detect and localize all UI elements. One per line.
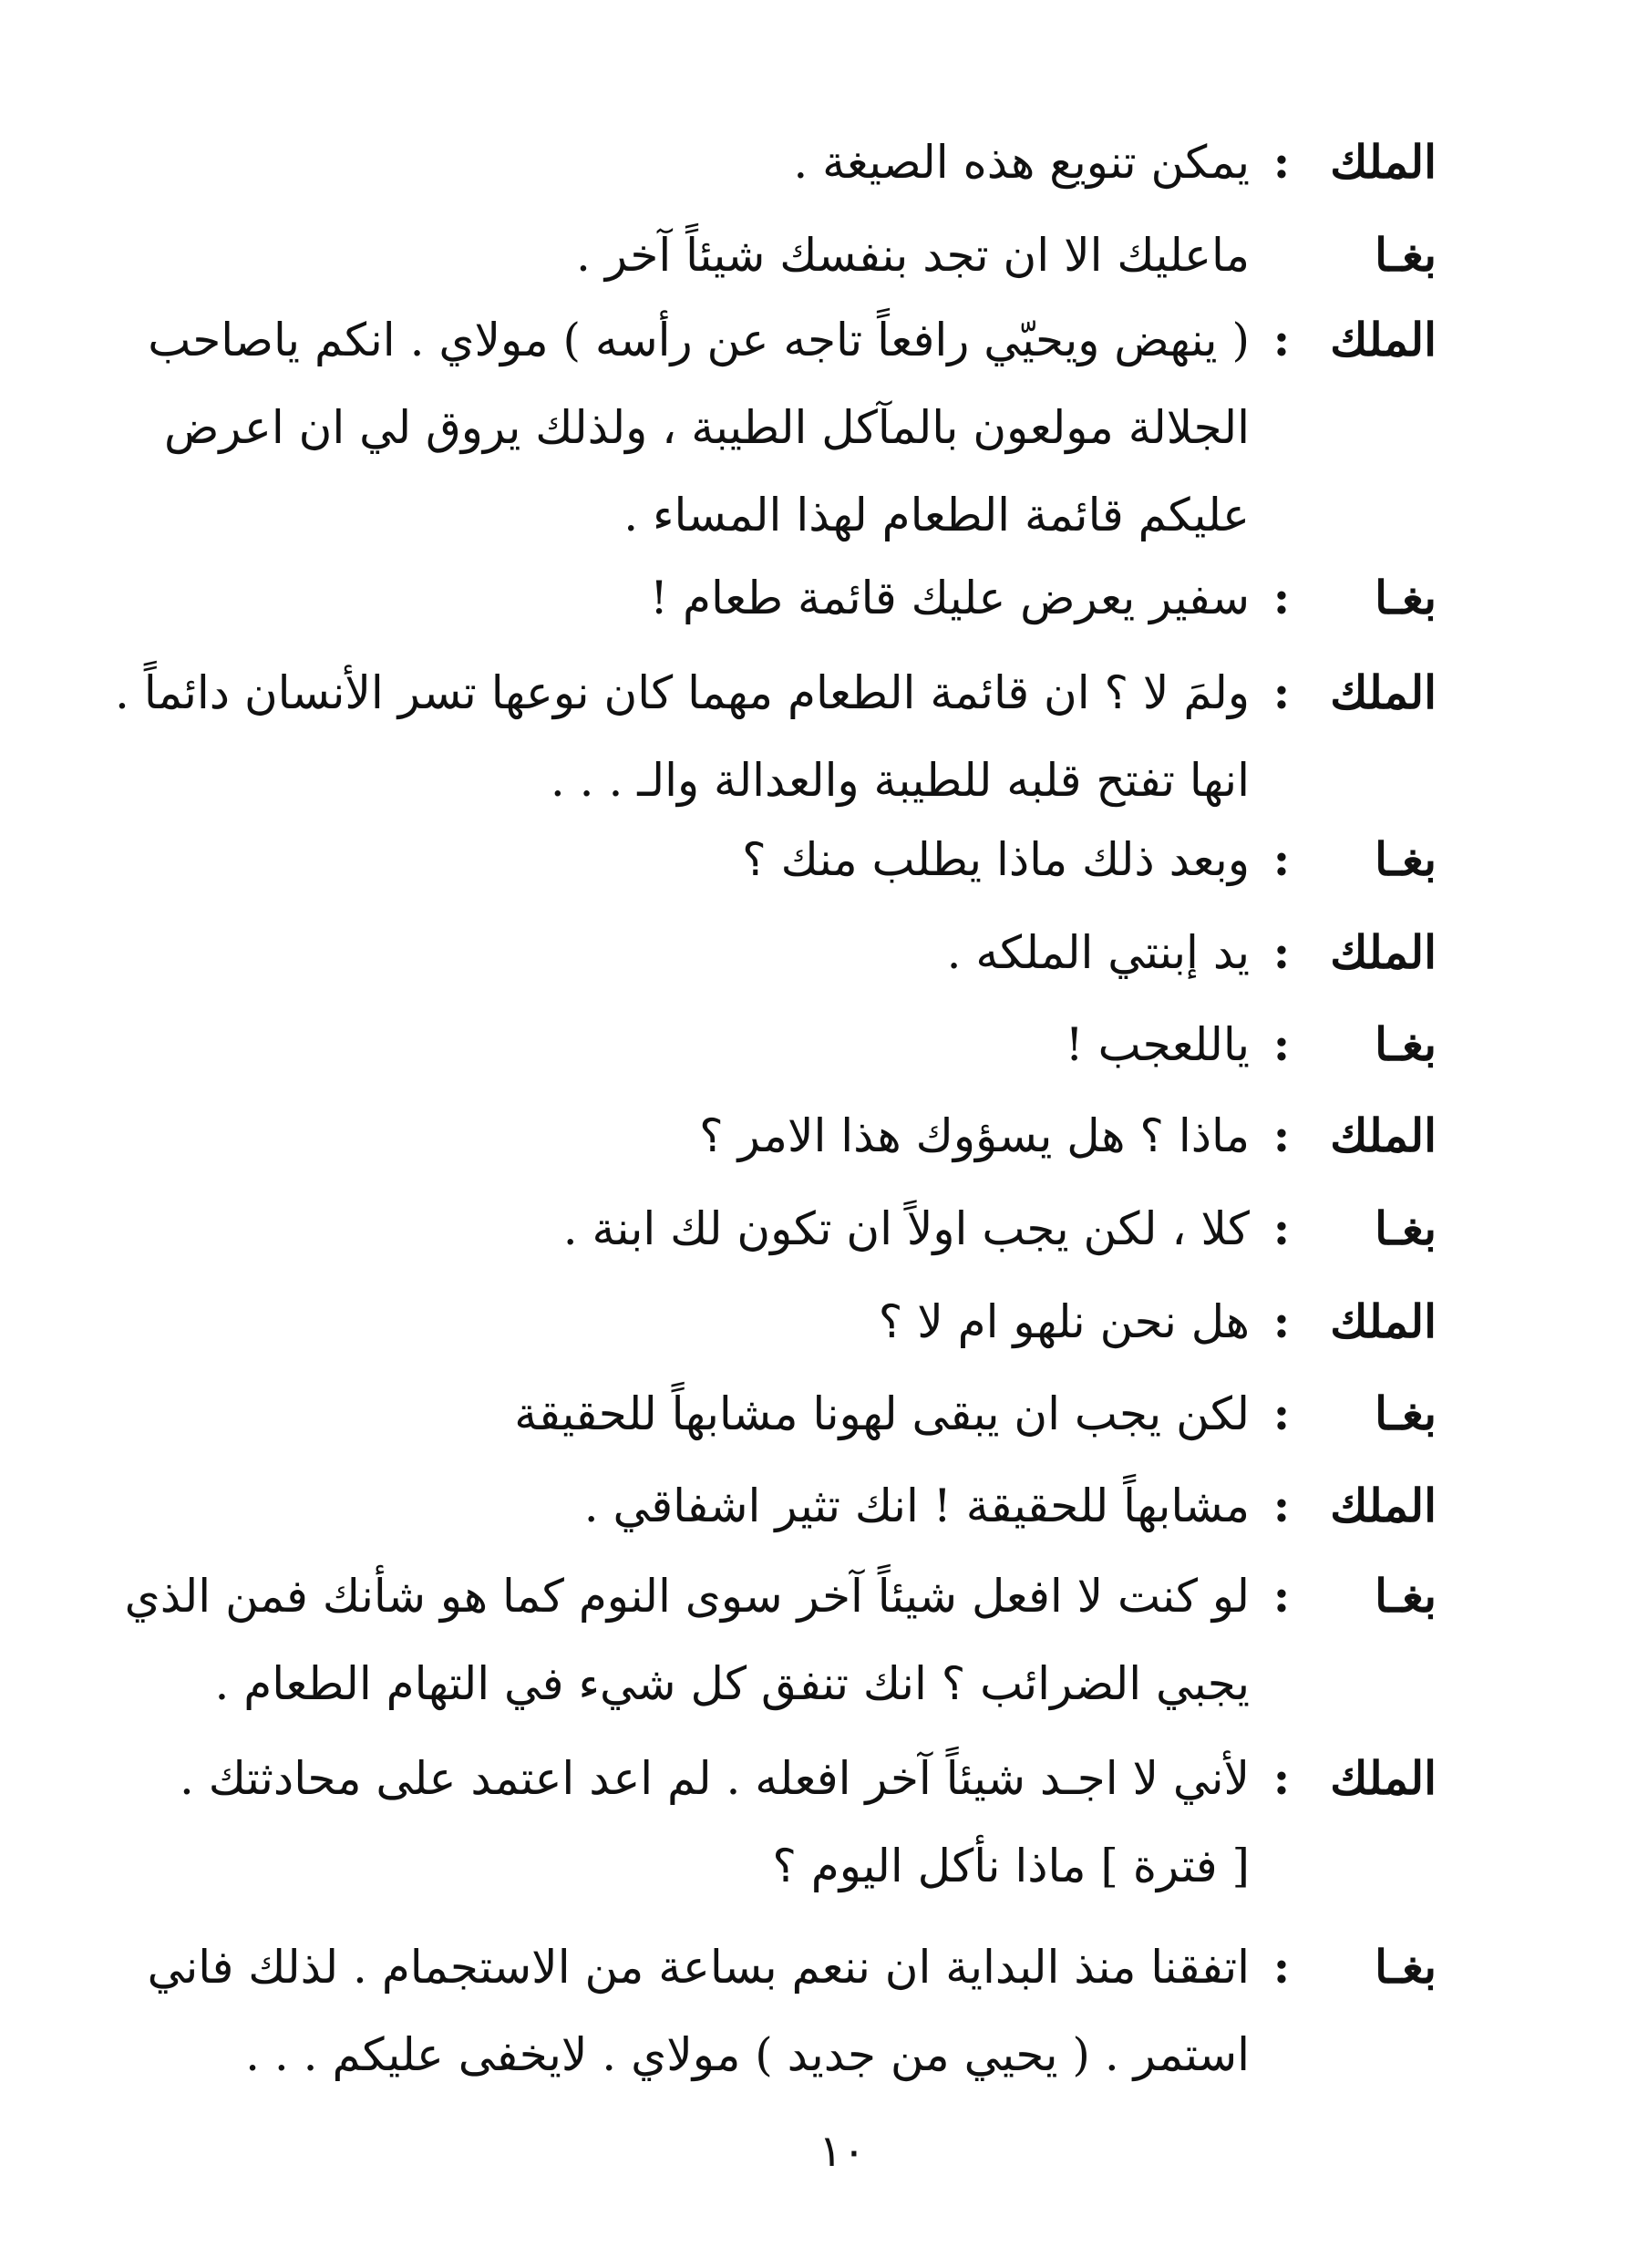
speech-text <box>192 909 1250 996</box>
speech-text <box>192 816 1250 903</box>
speech-line: وبعد ذلك ماذا يطلب منك ؟ <box>742 833 1250 886</box>
speaker-name: بغـا <box>1375 832 1437 886</box>
speaker-colon: : <box>1272 1017 1291 1071</box>
speech-line: عليكم قائمة الطعام لهذا المساء . <box>623 489 1250 541</box>
speech-line: [ فترة ] ماذا نأكل اليوم ؟ <box>772 1840 1250 1892</box>
speech-text <box>192 211 1250 299</box>
speaker-colon: : <box>1272 1479 1291 1532</box>
speaker-colon: : <box>1272 571 1291 624</box>
speech-text <box>180 1735 1250 1910</box>
speech-line: اتفقنا منذ البداية ان ننعم بساعة من الاستجمام . لذلك فاني <box>147 1941 1250 1994</box>
speech-line: مشابهاً للحقيقة ! انك تثير اشفاقي . <box>583 1479 1250 1532</box>
speech-line: ياللعجب ! <box>1065 1018 1250 1071</box>
speech-line: استمر . ( يحيي من جديد ) مولاي . لايخفى عليكم . . . <box>245 2028 1250 2081</box>
speaker-name: الملك <box>1330 665 1437 719</box>
speaker-colon: : <box>1272 135 1291 189</box>
speech-line: الجلالة مولعون بالمآكل الطيبة ، ولذلك يروق لي ان اعرض <box>163 401 1250 454</box>
speech-text <box>192 119 1250 206</box>
speaker-colon: : <box>1272 925 1291 979</box>
speaker-colon: : <box>1272 1387 1291 1440</box>
speaker-colon: : <box>1272 1108 1291 1162</box>
speech-line: ( ينهض ويحيّي رافعاً تاجه عن رأسه ) مولاي . انكم ياصاحب <box>148 314 1250 366</box>
speaker-colon: : <box>1272 1940 1291 1994</box>
speaker-colon: : <box>1272 1201 1291 1255</box>
speaker-colon: : <box>1272 1569 1291 1623</box>
speaker-name: الملك <box>1330 1479 1437 1532</box>
speaker-name: الملك <box>1330 1751 1437 1805</box>
speaker-colon: : <box>1272 665 1291 719</box>
speech-text <box>192 1092 1250 1180</box>
speech-line: يد إبنتي الملكه . <box>946 926 1250 979</box>
speech-text <box>124 1552 1250 1727</box>
speech-line: ولمَ لا ؟ ان قائمة الطعام مهما كان نوعها تسر الأنسان دائماً . <box>115 666 1250 719</box>
speech-line: ماذا ؟ هل يسؤوك هذا الامر ؟ <box>699 1109 1250 1162</box>
speech-line: ماعليك الا ان تجد بنفسك شيئاً آخر . <box>576 229 1250 282</box>
speech-line: كلا ، لكن يجب اولاً ان تكون لك ابنة . <box>562 1202 1250 1255</box>
speaker-name: الملك <box>1330 313 1437 366</box>
speech-text <box>147 1923 1250 2098</box>
speech-text <box>192 1462 1250 1550</box>
speaker-name: بغـا <box>1375 228 1437 282</box>
speech-line: لأني لا اجـد شيئاً آخر افعله . لم اعد اعتمد على محادثتك . <box>180 1752 1250 1805</box>
speaker-name: بغـا <box>1375 1017 1437 1071</box>
speech-line: لو كنت لا افعل شيئاً آخر سوى النوم كما هو شأنك فمن الذي <box>124 1570 1250 1623</box>
speech-text <box>192 554 1250 642</box>
speech-text <box>192 1278 1250 1366</box>
speaker-name: الملك <box>1330 135 1437 189</box>
speaker-name: بغـا <box>1375 1387 1437 1440</box>
speaker-name: بغـا <box>1375 571 1437 624</box>
speech-line: سفير يعرض عليك قائمة طعام ! <box>650 572 1250 624</box>
speaker-name: بغـا <box>1375 1201 1437 1255</box>
speaker-colon: : <box>1272 313 1291 366</box>
speech-line: هل نحن نلهو ام لا ؟ <box>878 1295 1250 1348</box>
speech-text <box>148 296 1250 559</box>
speaker-colon: : <box>1272 832 1291 886</box>
speech-text <box>192 1370 1250 1458</box>
speech-line: انها تفتح قلبه للطيبة والعدالة والـ . . . <box>550 754 1250 807</box>
speaker-name: الملك <box>1330 1294 1437 1348</box>
speaker-name: الملك <box>1330 1108 1437 1162</box>
speech-line: لكن يجب ان يبقى لهونا مشابهاً للحقيقة <box>514 1387 1250 1440</box>
speaker-colon: : <box>1272 1751 1291 1805</box>
page-number: ١٠ <box>819 2126 866 2177</box>
speech-text <box>192 1185 1250 1273</box>
speech-text <box>115 649 1250 824</box>
speaker-name: الملك <box>1330 925 1437 979</box>
speaker-name: بغـا <box>1375 1940 1437 1994</box>
speech-text <box>192 1001 1250 1088</box>
speech-line: يجبي الضرائب ؟ انك تنفق كل شيء في التهام الطعام . <box>214 1657 1250 1710</box>
speaker-colon: : <box>1272 1294 1291 1348</box>
speech-line: يمكن تنويع هذه الصيغة . <box>793 136 1250 189</box>
speaker-name: بغـا <box>1375 1569 1437 1623</box>
